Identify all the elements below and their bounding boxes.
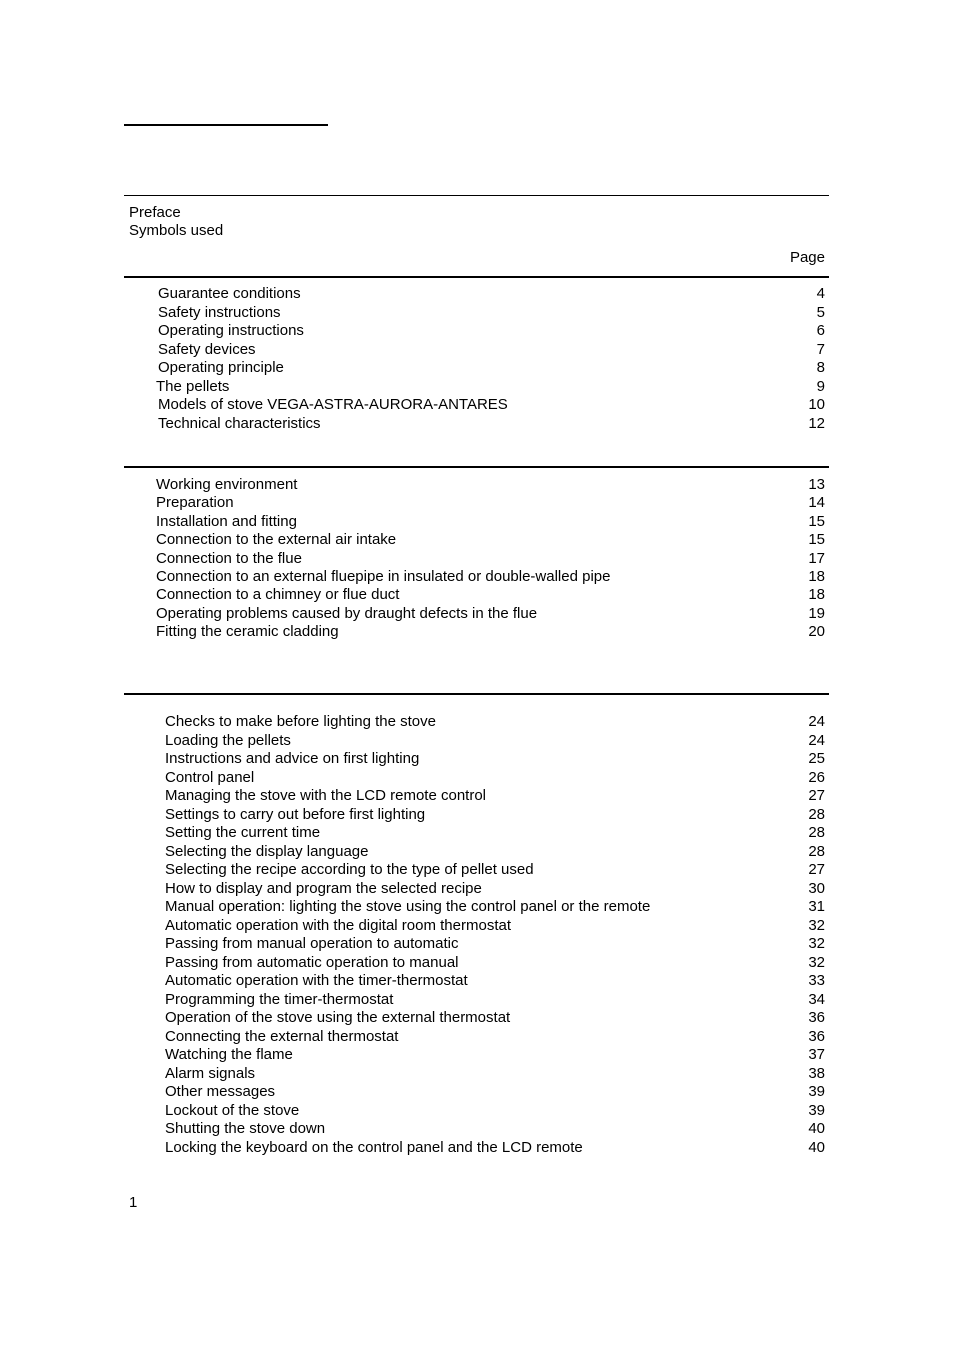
toc-entry-title: Loading the pellets [165, 731, 291, 749]
toc-entry[interactable] [0, 586, 954, 604]
toc-entry-title: Operation of the stove using the external thermostat [165, 1009, 511, 1026]
toc-entry-title: Selecting the recipe according to the type of pellet used [165, 861, 534, 878]
toc-entry-title: Automatic operation with the timer-thermostat [165, 972, 468, 989]
toc-entry-page: 32 [808, 935, 825, 952]
toc-entry-page: 4 [816, 285, 825, 302]
toc-entry-page: 26 [808, 768, 825, 786]
toc-entry-page: 40 [808, 1120, 825, 1137]
toc-entry-title: Connecting the external thermostat [165, 1027, 399, 1045]
toc-entry[interactable] [0, 972, 954, 991]
toc-entry[interactable] [0, 396, 954, 415]
toc-entry[interactable] [0, 550, 954, 568]
toc-entry-title: Watching the flame [165, 1046, 293, 1063]
toc-entry-page: 8 [816, 359, 825, 376]
toc-entry[interactable] [0, 806, 954, 825]
toc-entry-page: 39 [808, 1083, 825, 1100]
toc-entry-title: Operating instructions [158, 322, 304, 339]
toc-entry-page: 33 [808, 972, 825, 989]
toc-entry-title: Guarantee conditions [158, 285, 301, 302]
toc-entry-page: 28 [808, 824, 825, 841]
toc-entry[interactable] [0, 1028, 954, 1047]
toc-entry-title: Operating principle [158, 359, 284, 376]
toc-entry-title: Safety instructions [158, 303, 281, 321]
toc-entry-title: Passing from automatic operation to manual [165, 953, 459, 971]
toc-entry[interactable] [0, 359, 954, 378]
toc-entry-page: 20 [808, 623, 825, 641]
toc-entry-page: 7 [816, 340, 825, 358]
toc-entry-page: 15 [808, 531, 825, 549]
toc-entry-page: 15 [808, 512, 825, 530]
toc-entry-title: Connection to a chimney or flue duct [156, 586, 400, 604]
toc-entry[interactable] [0, 568, 954, 586]
toc-entry-page: 30 [808, 879, 825, 897]
page-column-header: Page [789, 249, 825, 266]
toc-entry-title: Checks to make before lighting the stove [165, 713, 436, 730]
toc-section-1 [0, 285, 954, 433]
toc-entry[interactable] [0, 824, 954, 843]
page-number: 1 [129, 1194, 138, 1211]
toc-entry[interactable] [0, 378, 954, 397]
toc-entry-page: 38 [808, 1064, 825, 1082]
toc-entry[interactable] [0, 476, 954, 494]
toc-entry[interactable] [0, 1065, 954, 1084]
toc-entry-title: Programming the timer-thermostat [165, 990, 394, 1008]
divider-section3 [124, 693, 829, 695]
toc-entry-page: 28 [808, 805, 825, 823]
toc-entry-page: 17 [808, 549, 825, 567]
toc-entry[interactable] [0, 1046, 954, 1065]
toc-section-3 [0, 713, 954, 1157]
toc-entry[interactable] [0, 513, 954, 531]
toc-entry-title: Instructions and advice on first lighting [165, 750, 420, 767]
toc-entry[interactable] [0, 304, 954, 323]
toc-entry[interactable] [0, 605, 954, 623]
toc-entry-title: Installation and fitting [156, 512, 297, 530]
toc-entry[interactable] [0, 880, 954, 899]
toc-entry-page: 27 [808, 861, 825, 878]
toc-entry-title: Shutting the stove down [165, 1120, 326, 1137]
toc-entry-title: Connection to the flue [156, 549, 302, 567]
divider-section2 [124, 466, 829, 468]
toc-entry-page: 36 [808, 1009, 825, 1026]
toc-entry-page: 34 [808, 990, 825, 1008]
toc-entry-title: Manual operation: lighting the stove using the control panel or the remote [165, 898, 651, 915]
toc-entry-page: 14 [808, 494, 825, 512]
toc-entry[interactable] [0, 713, 954, 732]
toc-entry[interactable] [0, 623, 954, 641]
toc-entry-page: 18 [808, 586, 825, 604]
toc-entry[interactable] [0, 991, 954, 1010]
toc-entry[interactable] [0, 322, 954, 341]
toc-entry-title: Automatic operation with the digital room thermostat [165, 916, 512, 934]
toc-entry-page: 32 [808, 916, 825, 934]
toc-entry[interactable] [0, 898, 954, 917]
toc-entry[interactable] [0, 1139, 954, 1158]
toc-entry-title: The pellets [156, 377, 230, 395]
toc-entry-title: Lockout of the stove [165, 1101, 300, 1119]
toc-entry-page: 5 [816, 303, 825, 321]
toc-entry-title: Settings to carry out before first lighting [165, 805, 426, 823]
toc-entry-page: 13 [808, 476, 825, 493]
toc-entry[interactable] [0, 935, 954, 954]
toc-entry-page: 40 [808, 1138, 825, 1156]
toc-entry-title: Working environment [156, 476, 298, 493]
toc-entry-title: Setting the current time [165, 824, 321, 841]
toc-entry[interactable] [0, 769, 954, 788]
toc-entry-page: 31 [808, 898, 825, 915]
toc-entry[interactable] [0, 494, 954, 512]
toc-entry[interactable] [0, 917, 954, 936]
toc-entry-page: 10 [808, 396, 825, 413]
toc-entry-page: 12 [808, 414, 825, 432]
toc-entry-title: Connection to an external fluepipe in insulated or double-walled pipe [156, 567, 611, 585]
toc-entry-title: Fitting the ceramic cladding [156, 623, 339, 641]
toc-entry-title: Preparation [156, 494, 234, 512]
toc-entry[interactable] [0, 341, 954, 360]
toc-entry[interactable] [0, 1083, 954, 1102]
toc-entry-title: Models of stove VEGA-ASTRA-AURORA-ANTARES [158, 396, 508, 413]
toc-entry[interactable] [0, 787, 954, 806]
toc-entry[interactable] [0, 1102, 954, 1121]
symbols-used-link[interactable]: Symbols used [129, 222, 224, 239]
toc-entry-title: Managing the stove with the LCD remote control [165, 787, 486, 804]
toc-entry-title: Selecting the display language [165, 842, 369, 860]
toc-entry[interactable] [0, 750, 954, 769]
divider-top [124, 195, 829, 196]
toc-entry-page: 24 [808, 731, 825, 749]
toc-entry[interactable] [0, 861, 954, 880]
toc-section-2 [0, 476, 954, 642]
toc-entry-title: How to display and program the selected recipe [165, 879, 482, 897]
toc-entry-page: 18 [808, 567, 825, 585]
toc-entry-title: Operating problems caused by draught defects in the flue [156, 604, 538, 622]
toc-entry-page: 25 [808, 750, 825, 767]
toc-entry[interactable] [0, 415, 954, 434]
toc-entry-page: 32 [808, 953, 825, 971]
toc-entry-page: 39 [808, 1101, 825, 1119]
toc-entry-title: Locking the keyboard on the control panel and the LCD remote [165, 1138, 583, 1156]
toc-entry-page: 36 [808, 1027, 825, 1045]
toc-entry-title: Alarm signals [165, 1064, 256, 1082]
toc-entry-title: Other messages [165, 1083, 276, 1100]
toc-entry[interactable] [0, 732, 954, 751]
toc-entry[interactable] [0, 1009, 954, 1028]
toc-entry-page: 27 [808, 787, 825, 804]
toc-entry-page: 9 [816, 377, 825, 395]
toc-entry-title: Safety devices [158, 340, 256, 358]
toc-entry-page: 6 [816, 322, 825, 339]
toc-entry-page: 24 [808, 713, 825, 730]
toc-entry-title: Control panel [165, 768, 255, 786]
toc-entry[interactable] [0, 1120, 954, 1139]
toc-entry-title: Technical characteristics [158, 414, 321, 432]
toc-entry-title: Connection to the external air intake [156, 531, 397, 549]
toc-entry[interactable] [0, 954, 954, 973]
toc-entry-title: Passing from manual operation to automatic [165, 935, 459, 952]
toc-entry[interactable] [0, 531, 954, 549]
toc-entry-page: 19 [808, 604, 825, 622]
preface-link[interactable]: Preface [129, 204, 181, 221]
toc-entry[interactable] [0, 843, 954, 862]
divider-section1 [124, 276, 829, 278]
toc-entry-page: 37 [808, 1046, 825, 1063]
toc-entry-page: 28 [808, 842, 825, 860]
toc-entry[interactable] [0, 285, 954, 304]
title-underline [124, 124, 328, 126]
